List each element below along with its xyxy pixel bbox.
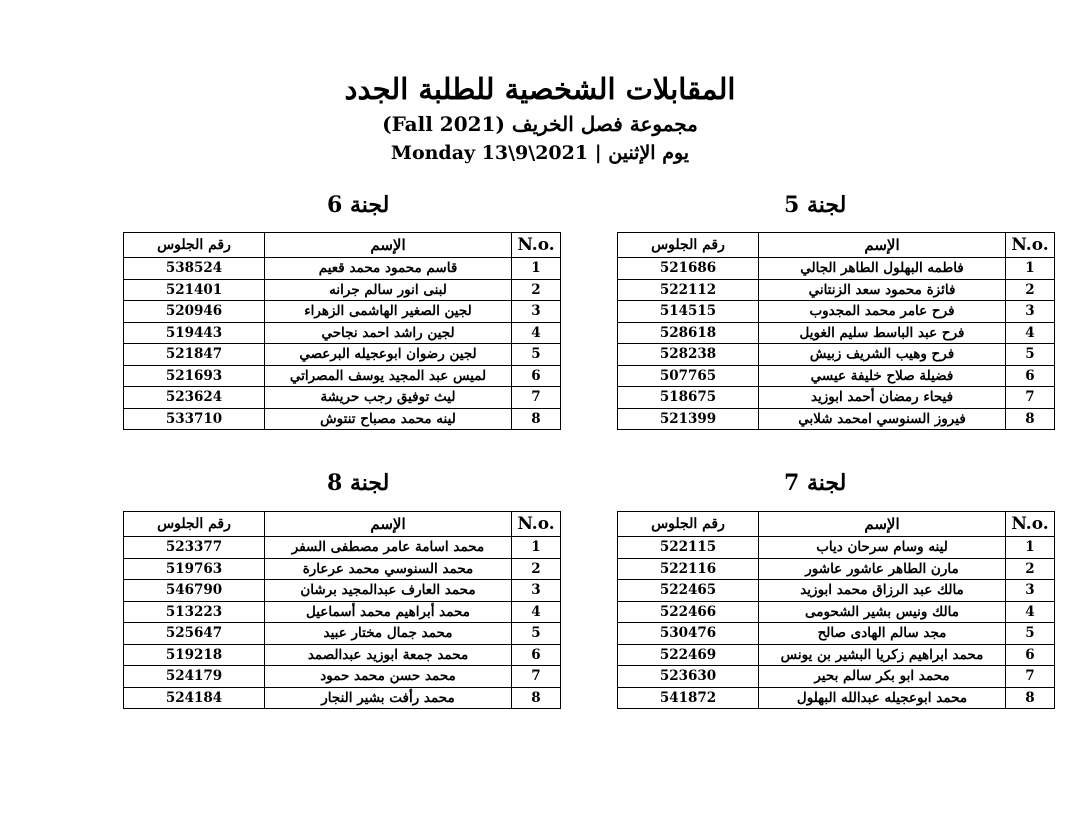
table-row — [124, 365, 561, 387]
student-name: لينه وسام سرحان دياب — [759, 537, 1006, 559]
student-name: لميس عبد المجيد يوسف المصراتي — [265, 365, 512, 387]
seat-number: 528238 — [618, 344, 759, 366]
seat-number: 521401 — [124, 279, 265, 301]
student-name: محمد جمعة ابوزيد عبدالصمد — [265, 644, 512, 666]
column-header-name: الإسم — [759, 512, 1006, 537]
table-row — [618, 365, 1055, 387]
table-row — [124, 687, 561, 709]
seat-number: 522466 — [618, 601, 759, 623]
table-row — [618, 666, 1055, 688]
table-row — [618, 537, 1055, 559]
table-row — [124, 558, 561, 580]
document-title: المقابلات الشخصية للطلبة الجدد — [344, 72, 736, 106]
table-row — [124, 279, 561, 301]
row-number: 3 — [512, 580, 561, 602]
seat-number: 523377 — [124, 537, 265, 559]
table-row — [618, 580, 1055, 602]
row-number: 4 — [1006, 322, 1055, 344]
row-number: 1 — [1006, 258, 1055, 280]
column-header-seat: رقم الجلوس — [618, 512, 759, 537]
table-row — [618, 344, 1055, 366]
seat-number: 546790 — [124, 580, 265, 602]
student-name: محمد حسن محمد حمود — [265, 666, 512, 688]
document-subtitle: مجموعة فصل الخريف (Fall 2021) — [382, 112, 698, 136]
table-row — [124, 601, 561, 623]
table-row — [618, 408, 1055, 430]
seat-number: 523624 — [124, 387, 265, 409]
column-header-no: N.o. — [1006, 233, 1055, 258]
committee-6-label: لجنة 6 — [327, 192, 390, 218]
table-row — [124, 580, 561, 602]
committee-6-table — [123, 232, 561, 430]
table-header-row — [124, 512, 561, 537]
column-header-seat: رقم الجلوس — [124, 233, 265, 258]
seat-number: 522469 — [618, 644, 759, 666]
row-number: 4 — [1006, 601, 1055, 623]
table-row — [618, 687, 1055, 709]
student-name: فرح عبد الباسط سليم الغويل — [759, 322, 1006, 344]
table-row — [618, 623, 1055, 645]
seat-number: 541872 — [618, 687, 759, 709]
row-number: 8 — [512, 408, 561, 430]
committee-8-table — [123, 511, 561, 709]
seat-number: 521686 — [618, 258, 759, 280]
seat-number: 522116 — [618, 558, 759, 580]
seat-number: 528618 — [618, 322, 759, 344]
student-name: لبنى انور سالم جرانه — [265, 279, 512, 301]
row-number: 6 — [512, 365, 561, 387]
student-name: محمد جمال مختار عبيد — [265, 623, 512, 645]
table-row — [618, 301, 1055, 323]
student-name: ليث توفيق رجب حريشة — [265, 387, 512, 409]
row-number: 8 — [512, 687, 561, 709]
table-row — [124, 644, 561, 666]
table-row — [124, 322, 561, 344]
table-row — [618, 387, 1055, 409]
seat-number: 513223 — [124, 601, 265, 623]
seat-number: 521399 — [618, 408, 759, 430]
student-name: محمد ابو بكر سالم بحير — [759, 666, 1006, 688]
student-name: محمد ابوعجيله عبدالله البهلول — [759, 687, 1006, 709]
row-number: 6 — [512, 644, 561, 666]
student-name: فرح عامر محمد المجدوب — [759, 301, 1006, 323]
row-number: 6 — [1006, 644, 1055, 666]
row-number: 2 — [512, 279, 561, 301]
seat-number: 525647 — [124, 623, 265, 645]
column-header-no: N.o. — [512, 512, 561, 537]
row-number: 7 — [1006, 387, 1055, 409]
table-row — [618, 258, 1055, 280]
row-number: 7 — [512, 666, 561, 688]
column-header-name: الإسم — [265, 512, 512, 537]
seat-number: 522465 — [618, 580, 759, 602]
table-row — [124, 344, 561, 366]
student-name: فائزة محمود سعد الزنتاني — [759, 279, 1006, 301]
table-row — [124, 387, 561, 409]
table-row — [618, 279, 1055, 301]
student-name: لجين رضوان ابوعجيله البرعصي — [265, 344, 512, 366]
row-number: 6 — [1006, 365, 1055, 387]
row-number: 3 — [1006, 580, 1055, 602]
student-name: مالك ونيس بشير الشحومى — [759, 601, 1006, 623]
row-number: 5 — [1006, 344, 1055, 366]
document-dateline: يوم الإثنين | Monday 13\9\2021 — [390, 142, 690, 164]
table-row — [618, 322, 1055, 344]
seat-number: 519443 — [124, 322, 265, 344]
seat-number: 521847 — [124, 344, 265, 366]
row-number: 4 — [512, 322, 561, 344]
row-number: 1 — [512, 537, 561, 559]
committee-7-label: لجنة 7 — [784, 470, 847, 496]
row-number: 8 — [1006, 687, 1055, 709]
seat-number: 507765 — [618, 365, 759, 387]
table-row — [124, 258, 561, 280]
row-number: 7 — [1006, 666, 1055, 688]
student-name: لجين الصغير الهاشمى الزهراء — [265, 301, 512, 323]
table-header-row — [124, 233, 561, 258]
student-name: محمد اسامة عامر مصطفى السفر — [265, 537, 512, 559]
student-name: محمد رأفت بشير النجار — [265, 687, 512, 709]
student-name: فضيلة صلاح خليفة عيسي — [759, 365, 1006, 387]
student-name: فاطمه البهلول الطاهر الجالي — [759, 258, 1006, 280]
seat-number: 522112 — [618, 279, 759, 301]
table-row — [618, 601, 1055, 623]
column-header-name: الإسم — [759, 233, 1006, 258]
row-number: 5 — [512, 623, 561, 645]
seat-number: 519763 — [124, 558, 265, 580]
table-row — [618, 644, 1055, 666]
row-number: 1 — [512, 258, 561, 280]
row-number: 5 — [1006, 623, 1055, 645]
row-number: 8 — [1006, 408, 1055, 430]
committee-7-table — [617, 511, 1055, 709]
student-name: لجين راشد احمد نجاحي — [265, 322, 512, 344]
column-header-no: N.o. — [512, 233, 561, 258]
seat-number: 538524 — [124, 258, 265, 280]
student-name: فيروز السنوسي امحمد شلابي — [759, 408, 1006, 430]
seat-number: 518675 — [618, 387, 759, 409]
seat-number: 523630 — [618, 666, 759, 688]
table-row — [124, 301, 561, 323]
student-name: لينه محمد مصباح تنتوش — [265, 408, 512, 430]
student-name: فرح وهيب الشريف زبيش — [759, 344, 1006, 366]
seat-number: 514515 — [618, 301, 759, 323]
student-name: مجد سالم الهادى صالح — [759, 623, 1006, 645]
row-number: 5 — [512, 344, 561, 366]
student-name: فيحاء رمضان أحمد ابوزيد — [759, 387, 1006, 409]
student-name: محمد ابراهيم زكريا البشير بن يونس — [759, 644, 1006, 666]
row-number: 3 — [1006, 301, 1055, 323]
table-header-row — [618, 233, 1055, 258]
seat-number: 521693 — [124, 365, 265, 387]
table-row — [124, 408, 561, 430]
seat-number: 519218 — [124, 644, 265, 666]
column-header-no: N.o. — [1006, 512, 1055, 537]
seat-number: 530476 — [618, 623, 759, 645]
student-name: مالك عبد الرزاق محمد ابوزيد — [759, 580, 1006, 602]
committee-5-label: لجنة 5 — [784, 192, 847, 218]
column-header-seat: رقم الجلوس — [618, 233, 759, 258]
row-number: 2 — [1006, 558, 1055, 580]
column-header-seat: رقم الجلوس — [124, 512, 265, 537]
seat-number: 533710 — [124, 408, 265, 430]
committee-5-table — [617, 232, 1055, 430]
seat-number: 522115 — [618, 537, 759, 559]
student-name: محمد أبراهيم محمد أسماعيل — [265, 601, 512, 623]
seat-number: 520946 — [124, 301, 265, 323]
student-name: قاسم محمود محمد قعيم — [265, 258, 512, 280]
table-row — [124, 537, 561, 559]
seat-number: 524179 — [124, 666, 265, 688]
row-number: 2 — [512, 558, 561, 580]
row-number: 3 — [512, 301, 561, 323]
table-row — [124, 623, 561, 645]
committee-8-label: لجنة 8 — [327, 470, 390, 496]
student-name: محمد السنوسي محمد عرعارة — [265, 558, 512, 580]
row-number: 4 — [512, 601, 561, 623]
table-row — [124, 666, 561, 688]
table-row — [618, 558, 1055, 580]
student-name: محمد العارف عبدالمجيد برشان — [265, 580, 512, 602]
row-number: 1 — [1006, 537, 1055, 559]
row-number: 2 — [1006, 279, 1055, 301]
student-name: مارن الطاهر عاشور عاشور — [759, 558, 1006, 580]
column-header-name: الإسم — [265, 233, 512, 258]
row-number: 7 — [512, 387, 561, 409]
table-header-row — [618, 512, 1055, 537]
seat-number: 524184 — [124, 687, 265, 709]
